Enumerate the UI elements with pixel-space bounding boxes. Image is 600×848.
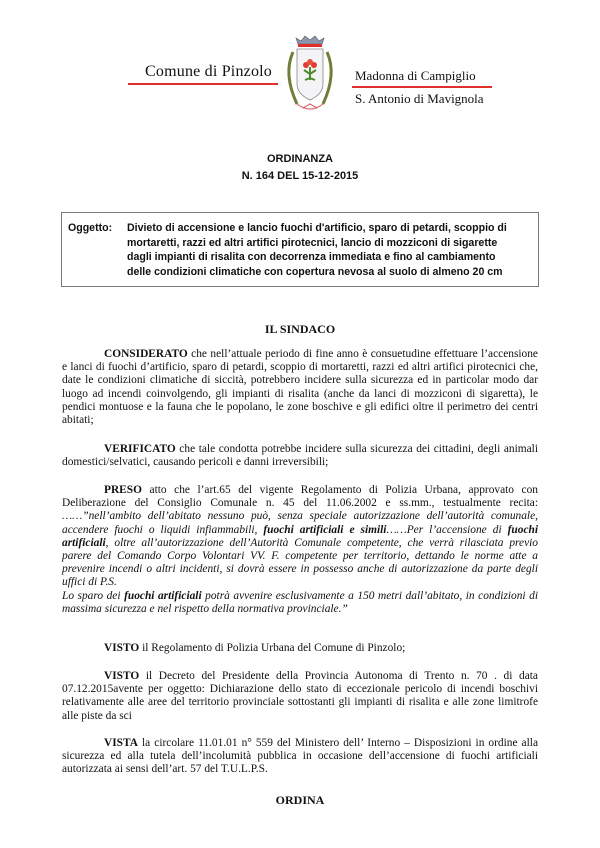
text-preso: atto che l’art.65 del vigente Regolamento di Polizia Urbana, approvato con Deliberazione del Consiglio Comunale n. 45 del 11.06.2002 e ss.mm., testualmente recita: [62, 484, 538, 510]
quote-part: Lo sparo dei [62, 589, 125, 602]
subject-text [127, 221, 537, 279]
keyword-visto: VISTO [104, 642, 140, 654]
document-number-date: N. 164 DEL 15-12-2015 [241, 170, 359, 182]
quote-part: ……”nell’ambito dell’abitato nessuno può, senza speciale autorizzazione dell’autorità comunale, accendere fuochi o liquidi infiammabili, [62, 510, 538, 536]
ordina-heading: ORDINA [275, 793, 325, 807]
coat-of-arms-icon [279, 34, 341, 116]
quote-part: ……Per l’accensione di [386, 523, 508, 536]
quote-bold: fuochi artificiali e simili [263, 523, 387, 536]
locality-1: Madonna di Campiglio [355, 68, 476, 83]
paragraph-verificato [62, 443, 538, 469]
quote-bold: fuochi artificiali [124, 589, 202, 602]
keyword-verificato: VERIFICATO [104, 443, 176, 455]
paragraph-visto-1 [62, 642, 538, 655]
keyword-vista: VISTA [104, 737, 138, 749]
header-municipality [128, 63, 278, 85]
header-rule-right [352, 86, 492, 88]
paragraph-preso [62, 484, 538, 616]
quote-bold: fuochi artificiali [62, 523, 539, 549]
subject-line: delle condizioni climatiche con copertura nevosa al suolo di almeno 20 cm [127, 265, 503, 278]
keyword-considerato: CONSIDERATO [104, 348, 188, 360]
text-verificato: che tale condotta potrebbe incidere sulla sicurezza dei cittadini, degli animali domestici/selvatici, causando pericoli e danni irreversibili; [62, 443, 538, 469]
locality-2: S. Antonio di Mavignola [355, 91, 484, 106]
subject-line: mortaretti, razzi ed altri artifici pirotecnici, lancio di mozziconi di sigarette [127, 236, 498, 249]
paragraph-visto-2 [62, 670, 538, 723]
text-considerato: che nell’attuale periodo di fine anno è consuetudine effettuare l’accensione e lanci di fuochi d’artificio, sparo di petardi, scoppio di mortaretti, razzi ed altri artifici pirotecnici che, date le condizioni climatiche di siccità, potrebbero incidere sulla sicurezza ed in particolar modo dar luogo ad incendi coinvolgendo, gli impianti di risalita (anche da lanci di mozziconi di sigaretta), le pendici montuose e la fauna che le popolano, le zone boschive e gli edifici oltre il perimetro dei centri abitati; [62, 348, 538, 427]
quote-part: , oltre all’autorizzazione dell’Autorità Comunale competente, che verrà rilasciata previo parere del Comando Corpo Volontari VV. F. competente per territorio, dettando le norme atte a prevenire incendi o altri incidenti, si dovrà essere in possesso anche di autorizzazione da parte degli uffici di P.S. [62, 536, 538, 589]
sindaco-heading: IL SINDACO [264, 322, 336, 336]
subject-line: Divieto di accensione e lancio fuochi d'artificio, sparo di petardi, scoppio di [127, 222, 507, 234]
municipality-name: Comune di Pinzolo [145, 63, 272, 80]
subject-box [61, 212, 539, 287]
text-vista: la circolare 11.01.01 n° 559 del Ministero dell’ Interno – Disposizioni in ordine alla sicurezza ed alla tutela dell’incolumità pubblica in occasione dell’accensione di fuochi artificiali autorizzata ai sensi dell’art. 57 del T.U.L.P.S. [62, 737, 538, 776]
keyword-preso: PRESO [104, 484, 142, 496]
paragraph-vista [62, 737, 538, 777]
text-visto-1: il Regolamento di Polizia Urbana del Comune di Pinzolo; [139, 642, 406, 654]
header-localities [352, 68, 492, 107]
paragraph-considerato [62, 348, 538, 427]
subject-label: Oggetto: [68, 222, 113, 234]
quote-part: potrà avvenire esclusivamente a 150 metri dall’abitato, in condizioni di massima sicurezza e nel rispetto della normativa provinciale.” [62, 589, 538, 615]
document-type: ORDINANZA [267, 153, 333, 165]
keyword-visto: VISTO [104, 670, 140, 682]
subject-line: dagli impianti di risalita con decorrenza immediata e fino al cambiamento [127, 251, 496, 263]
header-rule-left [128, 83, 278, 85]
text-visto-2: il Decreto del Presidente della Provincia Autonoma di Trento n. 70 . di data 07.12.2015avente per oggetto: Dichiarazione dello stato di eccezionale pericolo di incendi boschivi relativamente alle aree del territorio provinciale sottostanti gli impianti di risalita e alle zone limitrofe alle piste da sci [62, 670, 538, 722]
